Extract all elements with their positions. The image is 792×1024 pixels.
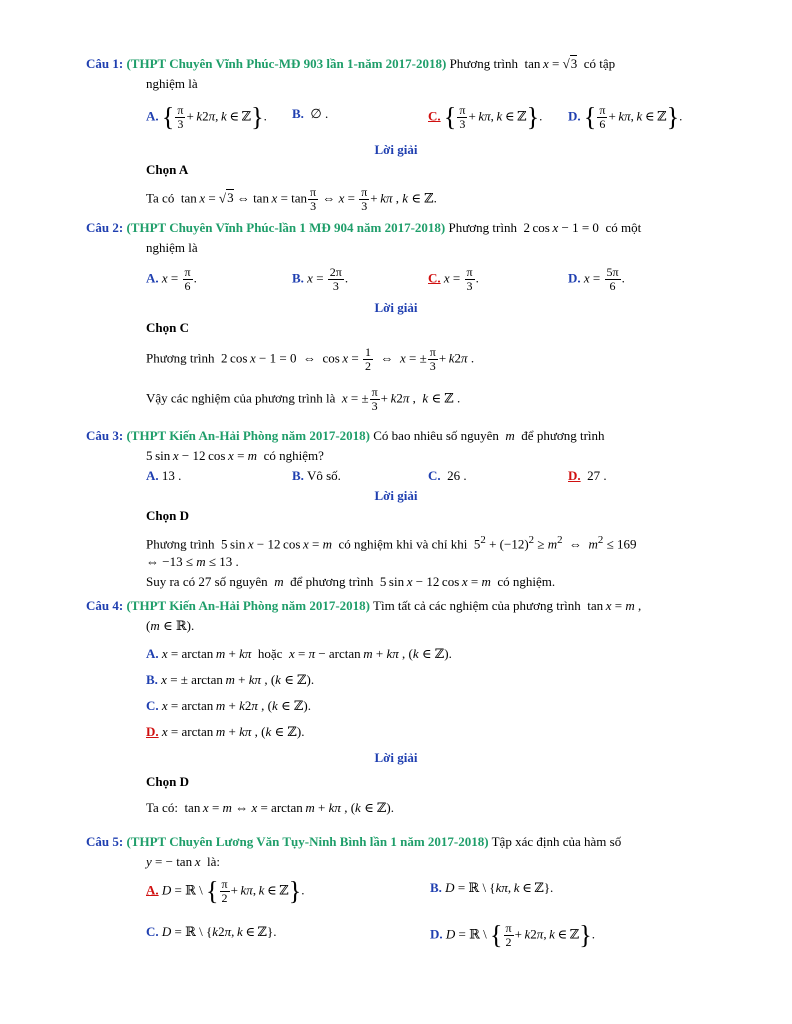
q3-solution-line-3: Suy ra có 27 số nguyên m để phương trình 5 sin x − 12 cos x = m có nghiệm.	[146, 574, 556, 589]
q1-solution-intro: Ta có	[146, 190, 175, 206]
q4-option-d[interactable]: D. x = arctan m + kπ , (k ∈ ℤ).	[146, 724, 305, 739]
q4-option-a[interactable]: A. x = arctan m + kπ hoặc x = π − arctan m + kπ , (k ∈ ℤ).	[146, 646, 452, 661]
question-2	[86, 218, 706, 258]
q2-option-d-letter: D.	[568, 270, 581, 286]
q3-solution-title: Lời giải	[374, 488, 418, 503]
q2-chosen: Chọn C	[146, 320, 189, 335]
q5-source: (THPT Chuyên Lương Văn Tụy-Ninh Bình lần 1 năm 2017-2018)	[126, 834, 489, 849]
q3-option-c-letter: C.	[428, 468, 441, 483]
q1-option-c[interactable]: C. { $\frac{\pi}{3}$ + kπ, k ∈ ℤ}.	[428, 102, 543, 132]
q1-source: (THPT Chuyên Vĩnh Phúc-MĐ 903 lần 1-năm 2017-2018)	[126, 56, 447, 71]
q1-option-d-letter: D.	[568, 108, 581, 124]
q3-stem-a: Có bao nhiêu số nguyên	[373, 428, 499, 443]
q3-label: Câu 3:	[86, 428, 124, 443]
q5-option-d-letter: D.	[430, 926, 443, 942]
q5-option-b-letter: B.	[430, 880, 442, 895]
q3-solution-text-d: để phương trình	[290, 574, 374, 589]
q1-chosen: Chọn A	[146, 162, 189, 177]
q4-option-a-letter: A.	[146, 646, 159, 661]
q4-solution-title: Lời giải	[374, 750, 418, 765]
q3-stem-b: để phương trình	[521, 428, 605, 443]
q4-solution-intro: Ta có:	[146, 800, 178, 815]
q3-option-b-value: Vô số.	[306, 468, 341, 483]
q1-label: Câu 1:	[86, 56, 124, 71]
q3-stem-c: có nghiệm?	[263, 448, 324, 463]
q5-label: Câu 5:	[86, 834, 124, 849]
q5-option-c-letter: C.	[146, 924, 159, 939]
q2-option-c[interactable]: C. x = $\frac{\pi}{3}$ .	[428, 265, 479, 293]
q3-solution-text-c: Suy ra có 27 số nguyên	[146, 574, 268, 589]
q2-equation: 2 cos x − 1 = 0	[520, 220, 603, 235]
q2-source: (THPT Chuyên Vĩnh Phúc-lần 1 MĐ 904 năm 2017-2018)	[126, 220, 446, 235]
q1-stem-c: nghiệm là	[146, 76, 198, 91]
q2-solution-line-2: Vậy các nghiệm của phương trình là x = ± $\frac{\pi}{3}$ + k2π , k ∈ ℤ .	[146, 385, 461, 413]
q1-option-d[interactable]: D. { $\frac{\pi}{6}$ + kπ, k ∈ ℤ}.	[568, 102, 683, 132]
q3-option-a-letter: A.	[146, 468, 159, 483]
q4-stem-a: Tìm tất cả các nghiệm của phương trình	[373, 598, 581, 613]
question-1	[86, 54, 706, 94]
q1-option-b[interactable]: B. ∅ .	[292, 106, 329, 121]
q5-option-a-letter: A.	[146, 882, 159, 898]
q2-solution-line-1: Phương trình 2 cos x − 1 = 0 ⇔ cos x = $\frac{1}{2}$ ⇔ x = ± $\frac{\pi}{3}$ + k2π .	[146, 345, 475, 373]
q2-option-d[interactable]: D. x = $\frac{5\pi}{6}$ .	[568, 265, 625, 293]
q1-option-a[interactable]: A. { $\frac{\pi}{3}$ + k2π, k ∈ ℤ}.	[146, 102, 267, 132]
q4-option-c-letter: C.	[146, 698, 159, 713]
question-3: Câu 3: (THPT Kiến An-Hải Phòng năm 2017-2018) Có bao nhiêu số nguyên m để phương trình 5 sin x − 12 cos x = m có nghiệm?	[86, 428, 605, 463]
q1-stem-b: có tập	[583, 56, 616, 71]
q2-option-c-letter: C.	[428, 270, 441, 286]
q4-option-b-letter: B.	[146, 672, 158, 687]
q2-solution-text-2: Vậy các nghiệm của phương trình là	[146, 390, 336, 406]
q3-option-d[interactable]	[568, 466, 607, 486]
q1-solution-title: Lời giải	[374, 142, 418, 157]
q2-option-a[interactable]: A. x = $\frac{\pi}{6}$ .	[146, 265, 197, 293]
q2-stem-c: nghiệm là	[146, 240, 198, 255]
question-4: Câu 4: (THPT Kiến An-Hải Phòng năm 2017-2018) Tìm tất cả các nghiệm của phương trình tan x = m , (m ∈ ℝ).	[86, 598, 642, 633]
q3-chosen: Chọn D	[146, 508, 189, 523]
q3-option-a-value: 13 .	[161, 468, 182, 483]
q2-label: Câu 2:	[86, 220, 124, 235]
q2-option-b[interactable]: B. x = $\frac{2\pi}{3}$ .	[292, 265, 349, 293]
q2-solution-text-1: Phương trình	[146, 350, 215, 366]
q5-option-b[interactable]: B. D = ℝ \ {kπ, k ∈ ℤ}.	[430, 880, 554, 895]
q3-solution-line-2: ⇔ −13 ≤ m ≤ 13 .	[146, 554, 239, 569]
q5-function: y = − tan x	[146, 854, 201, 869]
q4-option-a-or: hoặc	[257, 646, 283, 661]
q4-condition: (m ∈ ℝ).	[146, 618, 195, 633]
q1-option-b-letter: B.	[292, 106, 304, 121]
q4-chosen: Chọn D	[146, 774, 189, 789]
q3-option-b-letter: B.	[292, 468, 304, 483]
q2-option-a-letter: A.	[146, 270, 159, 286]
q5-stem-b: là:	[206, 854, 220, 869]
q3-option-c[interactable]	[428, 466, 467, 486]
q3-solution-text-a: Phương trình	[146, 536, 215, 552]
q2-stem-b: có một	[605, 220, 642, 235]
q3-option-c-value: 26 .	[447, 468, 467, 483]
q4-source: (THPT Kiến An-Hải Phòng năm 2017-2018)	[126, 598, 370, 613]
q3-option-a[interactable]	[146, 466, 181, 486]
q3-option-b[interactable]	[292, 466, 341, 486]
q4-label: Câu 4:	[86, 598, 124, 613]
q3-source: (THPT Kiến An-Hải Phòng năm 2017-2018)	[126, 428, 370, 443]
q1-stem-a: Phương trình	[449, 56, 519, 71]
q2-option-b-letter: B.	[292, 270, 304, 286]
q1-equation: tan x = √3	[521, 56, 578, 71]
q3-equation: 5 sin x − 12 cos x = m	[146, 448, 258, 463]
q5-option-d[interactable]: D. D = ℝ \ { $\frac{\pi}{2}$ + k2π, k ∈ ℤ}.	[430, 920, 596, 950]
q2-stem-a: Phương trình	[448, 220, 517, 235]
q5-option-a[interactable]: A. D = ℝ \ { $\frac{\pi}{2}$ + kπ, k ∈ ℤ}.	[146, 876, 305, 906]
q4-solution-line: Ta có: tan x = m ⇔ x = arctan m + kπ , (k ∈ ℤ).	[146, 800, 395, 815]
q3-option-d-letter: D.	[568, 468, 581, 483]
q1-solution-line: Ta có tan x = √3 ⇔ tan x = tan $\frac{\pi}{3}$ ⇔ x = $\frac{\pi}{3}$ + kπ , k ∈ ℤ.	[146, 185, 437, 213]
q4-option-d-letter: D.	[146, 724, 159, 739]
q4-option-c[interactable]: C. x = arctan m + k2π , (k ∈ ℤ).	[146, 698, 311, 713]
q3-option-d-value: 27 .	[587, 468, 607, 483]
q1-option-a-letter: A.	[146, 108, 159, 124]
q5-option-c[interactable]: C. D = ℝ \ {k2π, k ∈ ℤ}.	[146, 924, 277, 939]
q3-solution-text-e: có nghiệm.	[497, 574, 556, 589]
q5-stem-a: Tập xác định của hàm số	[491, 834, 622, 849]
q4-option-b[interactable]: B. x = ± arctan m + kπ , (k ∈ ℤ).	[146, 672, 315, 687]
q1-option-c-letter: C.	[428, 108, 441, 124]
q3-solution-line-1: Phương trình 5 sin x − 12 cos x = m có nghiệm khi và chỉ khi $5^2 + (-12)^2 \ge m^2$ ⇔ $m^2 \le 169$	[146, 534, 637, 552]
q3-solution-text-b: có nghiệm khi và chỉ khi	[338, 536, 468, 552]
question-5	[86, 832, 706, 872]
q2-solution-title: Lời giải	[374, 300, 418, 315]
